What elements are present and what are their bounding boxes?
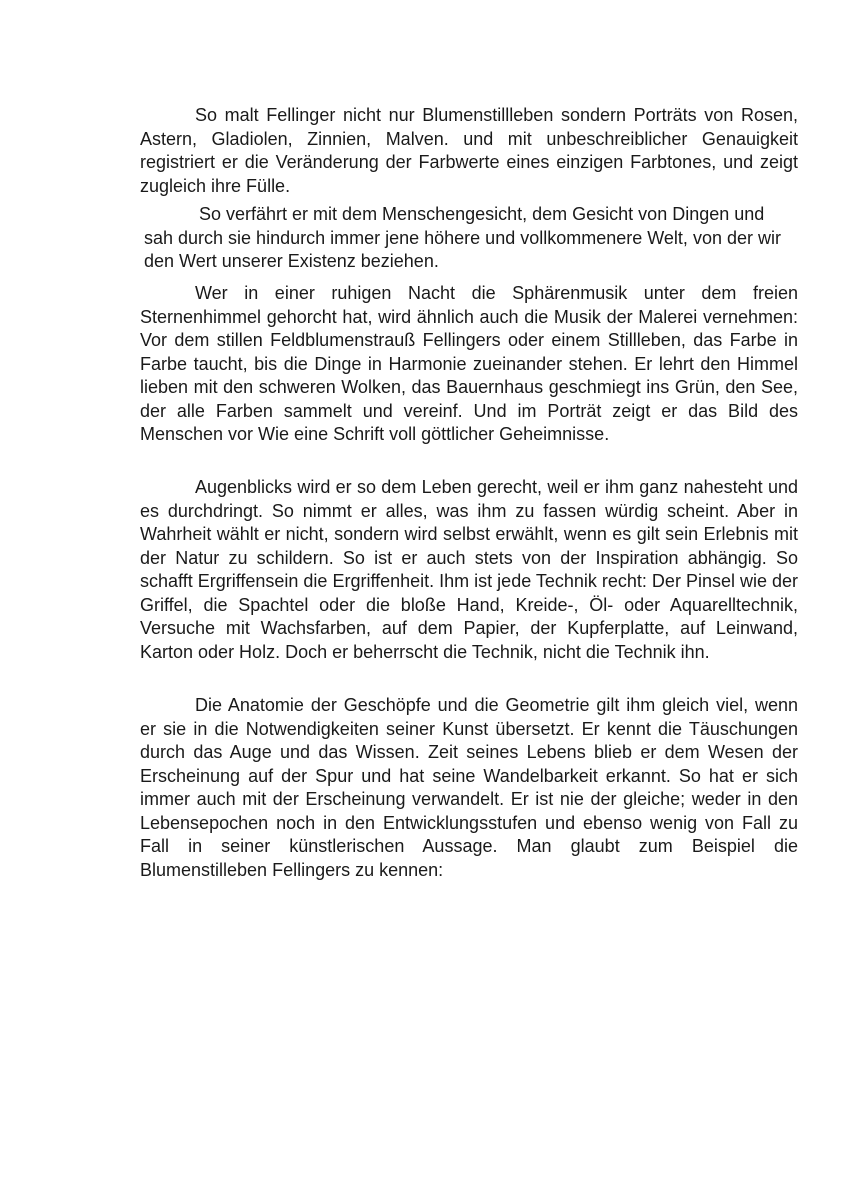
paragraph-3: Wer in einer ruhigen Nacht die Sphärenmusik unter dem freien Sternenhimmel gehorcht hat, wird ähnlich auch die Musik der Malerei vernehmen: Vor dem stillen Feldblumenstrauß Fellingers oder einem Stillleben, das Farbe in Farbe taucht, bis die Dinge in Harmonie zueinander stehen. Er lehrt den Himmel lieben mit den schweren Wolken, das Bauernhaus geschmiegt ins Grün, den See, der alle Farben sammelt und vereinf. Und im Porträt zeigt er das Bild des Menschen vor Wie eine Schrift voll göttlicher Geheimnisse. xyxy=(140,283,798,444)
paragraph-5: Die Anatomie der Geschöpfe und die Geometrie gilt ihm gleich viel, wenn er sie in die Notwendigkeiten seiner Kunst übersetzt. Er kennt die Täuschungen durch das Auge und das Wissen. Zeit seines Lebens blieb er dem Wesen der Erscheinung auf der Spur und hat seine Wandelbarkeit erkannt. So hat er sich immer auch mit der Erscheinung verwandelt. Er ist nie der gleiche; weder in den Lebensepochen noch in den Entwicklungsstufen und ebenso wenig von Fall zu Fall in seiner künstlerischen Aussage. Man glaubt zum Beispiel die Blumenstilleben Fellingers zu kennen: xyxy=(140,695,798,880)
paragraph-1: So malt Fellinger nicht nur Blumenstillleben sondern Porträts von Rosen, Astern, Gladiolen, Zinnien, Malven. und mit unbeschreiblicher Genauigkeit registriert er die Veränderung der Farbwerte eines einzigen Farbtones, und zeigt zugleich ihre Fülle. xyxy=(140,105,798,196)
paragraph-4: Augenblicks wird er so dem Leben gerecht, weil er ihm ganz nahesteht und es durchdringt. So nimmt er alles, was ihm zu fassen würdig scheint. Aber in Wahrheit wählt er nicht, sondern wird selbst erwählt, wenn es gilt sein Erlebnis mit der Natur zu schildern. So ist er auch stets von der Inspiration abhängig. So schafft Ergriffensein die Ergriffenheit. Ihm ist jede Technik recht: Der Pinsel wie der Griffel, die Spachtel oder die bloße Hand, Kreide-, Öl- oder Aquarelltechnik, Versuche mit Wachsfarben, auf dem Papier, der Kupferplatte, auf Leinwand, Karton oder Holz. Doch er beherrscht die Technik, nicht die Technik ihn. xyxy=(140,477,798,662)
paragraph-2: So verfährt er mit dem Menschengesicht, dem Gesicht von Dingen und sah durch sie hindurch immer jene höhere und vollkommenere Welt, von der wir den Wert unserer Existenz beziehen. xyxy=(144,204,781,271)
